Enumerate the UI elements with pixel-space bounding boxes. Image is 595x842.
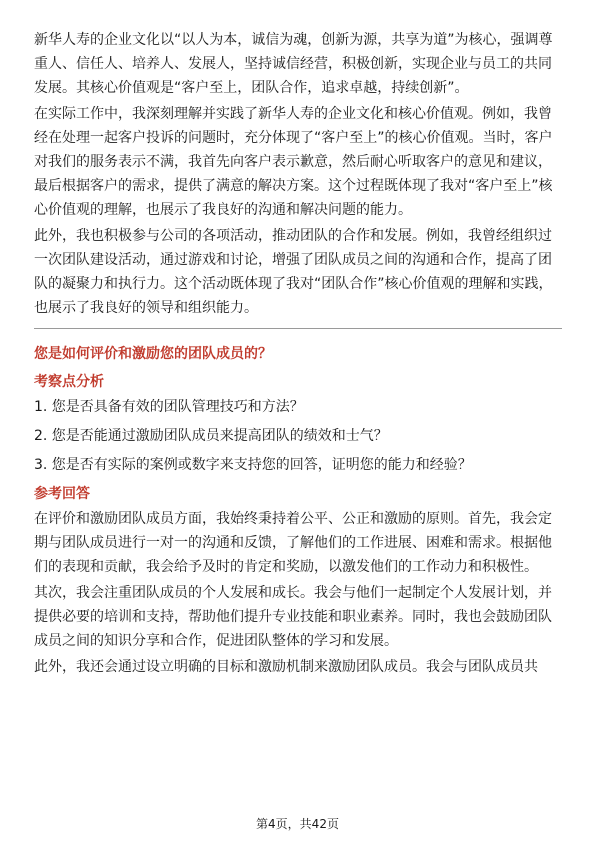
analysis-item-3: 3. 您是否有实际的案例或数字来支持您的回答，证明您的能力和经验？ — [34, 457, 472, 473]
intro-paragraph-3: 此外，我也积极参与公司的各项活动，推动团队的合作和发展。例如，我曾经组织过一次团队建设活动，通过游戏和讨论，增强了团队成员之间的沟通和合作，提高了团队的凝聚力和执行力。这个活动既体现了我对“团队合作”核心价值观的理解和实践，也展示了我良好的领导和组织能力。 — [34, 228, 553, 316]
answer-heading: 参考回答 — [34, 486, 90, 502]
intro-paragraph-2: 在实际工作中，我深刻理解并实践了新华人寿的企业文化和核心价值观。例如，我曾经在处理一起客户投诉的问题时，充分体现了“客户至上”的核心价值观。当时，客户对我们的服务表示不满，我首先向客户表示歉意，然后耐心听取客户的意见和建议，最后根据客户的需求，提供了满意的解决方案。这个过程既体现了我对“客户至上”核心价值观的理解，也展示了我良好的沟通和解决问题的能力。 — [34, 106, 553, 218]
answer-paragraph-3: 此外，我还会通过设立明确的目标和激励机制来激励团队成员。我会与团队成员共 — [34, 659, 538, 675]
section-divider — [34, 328, 562, 329]
analysis-heading: 考察点分析 — [34, 374, 104, 390]
page-number-footer: 第4页，共42页 — [256, 817, 339, 831]
analysis-item-1: 1. 您是否具备有效的团队管理技巧和方法？ — [34, 399, 304, 415]
page-content — [34, 28, 562, 681]
answer-paragraph-2: 其次，我会注重团队成员的个人发展和成长。我会与他们一起制定个人发展计划，并提供必要的培训和支持，帮助他们提升专业技能和职业素养。同时，我也会鼓励团队成员之间的知识分享和合作，促进团队整体的学习和发展。 — [34, 585, 552, 649]
analysis-item-2: 2. 您是否能通过激励团队成员来提高团队的绩效和士气？ — [34, 428, 388, 444]
intro-paragraph-1: 新华人寿的企业文化以“以人为本，诚信为魂，创新为源，共享为道”为核心，强调尊重人、信任人、培养人、发展人，坚持诚信经营，积极创新，实现企业与员工的共同发展。其核心价值观是“客户至上，团队合作，追求卓越，持续创新”。 — [34, 32, 553, 96]
question-heading: 您是如何评价和激励您的团队成员的？ — [34, 346, 272, 362]
answer-paragraph-1: 在评价和激励团队成员方面，我始终秉持着公平、公正和激励的原则。首先，我会定期与团队成员进行一对一的沟通和反馈，了解他们的工作进展、困难和需求。根据他们的表现和贡献，我会给予及时的肯定和奖励，以激发他们的工作动力和积极性。 — [34, 511, 552, 575]
